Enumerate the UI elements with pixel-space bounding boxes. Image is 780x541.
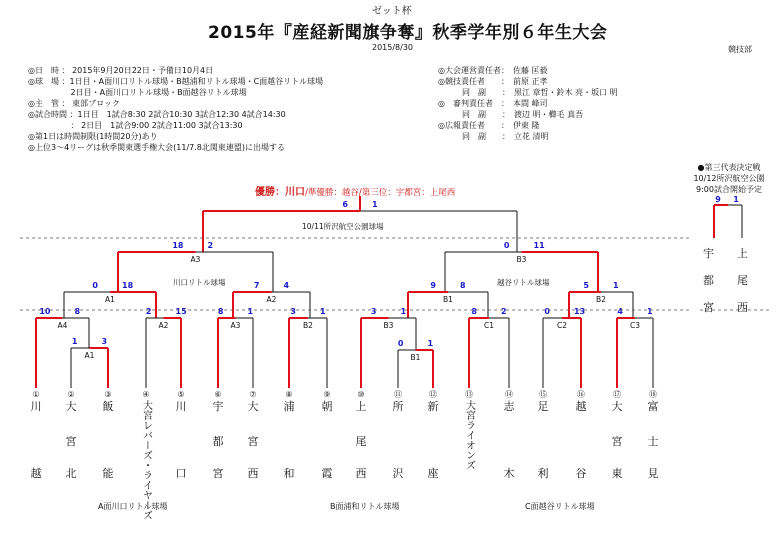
- final-venue-label: 10/11所沢航空公園球場: [302, 222, 384, 231]
- results-rest: /準優勝：越谷/第三位：宇都宮：上尾西: [305, 188, 456, 198]
- info-line: ◎球 場 ：1日目・A面川口リトル球場・B越浦和リトル球場・C面越谷リトル球場: [28, 77, 324, 86]
- third-title: ●第三代表決定戦: [697, 163, 761, 172]
- game-label: B3: [383, 321, 394, 330]
- venue-a: A面川口リトル球場: [98, 502, 168, 511]
- info-line: ◎上位3～4リーグは秋季関東選手権大会(11/7.8北関東連盟)に出場する: [28, 143, 285, 152]
- team-name-mid: 都: [212, 435, 224, 448]
- game-label: A2: [266, 295, 277, 304]
- score-right: 2: [207, 241, 214, 250]
- game-label: A4: [57, 321, 68, 330]
- team-name-top: 川: [175, 400, 187, 413]
- team-name-bot: 西: [355, 467, 367, 480]
- team-name-bot: 口: [175, 467, 187, 480]
- team-name-top: 宇: [212, 400, 224, 413]
- score-right: 4: [283, 281, 290, 290]
- team-8: [282, 388, 296, 480]
- game-label: B2: [303, 321, 313, 330]
- info-line: ◎大会運営責任者： 佐藤 匡毅: [438, 66, 548, 75]
- score-left: 0: [92, 281, 98, 290]
- team-seed: ⑭: [505, 390, 513, 399]
- team-name-top: 川: [30, 400, 42, 413]
- game-label: A3: [230, 321, 241, 330]
- info-line: ◎広報責任者 ： 伊東 隆: [438, 121, 540, 130]
- score-right: 8: [460, 281, 466, 290]
- team-name-bot: 北: [65, 467, 77, 480]
- team-5: [174, 388, 188, 480]
- team-seed: ⑥: [214, 390, 222, 399]
- third-left-char: 都: [703, 274, 714, 287]
- info-line: 同 副 ： 渡辺 明・櫛毛 真吾: [438, 110, 584, 119]
- score-left: 2: [145, 307, 152, 316]
- winner-team: 川口: [285, 187, 305, 198]
- team-seed: ④: [142, 390, 150, 399]
- game-label: B3: [516, 255, 527, 264]
- score-left: 18: [172, 241, 184, 250]
- team-name-top: 大宮ライオンズ: [463, 400, 475, 470]
- info-line: ◎日 時 ： 2015年9月20日22日・予備日10月4日: [28, 66, 214, 75]
- page-title: 2015年『産経新聞旗争奪』秋季学年別６年生大会: [208, 23, 608, 43]
- team-3: [101, 388, 115, 480]
- team-name-mid: 宮: [65, 435, 77, 448]
- score-left: 0: [544, 307, 550, 316]
- bracket-labels: [39, 195, 739, 362]
- score-right: 1: [427, 339, 434, 348]
- info-line: ◎第1日は時間制限(1時間20分)あり: [28, 132, 158, 141]
- team-18: [646, 388, 660, 480]
- team-name-bot: 能: [102, 467, 114, 480]
- score-left: 9: [430, 281, 436, 290]
- venue-c: C面越谷リトル球場: [525, 502, 595, 511]
- score-right: 15: [175, 307, 187, 316]
- third-score-right: 1: [733, 195, 739, 204]
- team-name-top: 越: [575, 400, 587, 413]
- team-name-top: 富: [647, 400, 659, 413]
- field-label-a: 川口リトル球場: [173, 278, 226, 287]
- game-label: A2: [158, 321, 169, 330]
- third-right-team: [737, 240, 748, 321]
- score-right: 1: [613, 281, 619, 290]
- team-seed: ⑫: [429, 390, 437, 399]
- team-13: [462, 388, 476, 470]
- score-right: 2: [501, 307, 507, 316]
- score-left: 3: [370, 307, 377, 316]
- team-name-bot: 沢: [392, 467, 404, 480]
- third-right-char: 西: [737, 301, 748, 314]
- team-15: [536, 388, 550, 480]
- team-2: [64, 388, 78, 480]
- score-left: 1: [71, 337, 78, 346]
- team-seed: ⑪: [394, 390, 402, 399]
- winner-label: 優勝：: [255, 187, 285, 198]
- third-left-char: 宮: [703, 301, 714, 314]
- dept-label: 競技部: [728, 45, 752, 54]
- third-left-char: 宇: [703, 247, 714, 260]
- team-seed: ⑤: [177, 390, 185, 399]
- team-14: [502, 388, 516, 480]
- score-right: 1: [372, 200, 378, 209]
- game-label: B1: [410, 353, 421, 362]
- team-name-bot: 西: [247, 467, 259, 480]
- team-name-top: 足: [537, 400, 549, 413]
- info-line: ◎競技責任者 ： 前原 正孝: [438, 77, 548, 86]
- score-right: 1: [320, 307, 326, 316]
- team-seed: ⑬: [465, 390, 473, 399]
- score-left: 6: [342, 200, 348, 209]
- game-label: A1: [105, 295, 115, 304]
- team-name-top: 浦: [283, 400, 295, 413]
- info-line: ： 2日目 1試合9:00 2試合11:00 3試合13:30: [28, 121, 243, 130]
- team-name-bot: 谷: [575, 467, 587, 480]
- team-12: [426, 388, 440, 480]
- score-left: 7: [253, 281, 260, 290]
- team-seed: ⑦: [249, 390, 257, 399]
- score-left: 4: [617, 307, 623, 316]
- team-16: [574, 388, 588, 480]
- score-right: 18: [122, 281, 134, 290]
- team-name-bot: 宮: [212, 467, 224, 480]
- score-left: 8: [471, 307, 477, 316]
- team-name-top: 新: [427, 400, 439, 413]
- score-right: 11: [533, 241, 545, 250]
- team-name-bot: 和: [283, 467, 295, 480]
- info-line: ◎主 管 ： 東部ブロック: [28, 99, 120, 108]
- team-name-bot: 座: [427, 467, 439, 480]
- team-name-bot: 東: [611, 467, 623, 480]
- third-left-team: [703, 240, 714, 321]
- third-time: 9:00試合開始予定: [696, 185, 762, 194]
- team-name-top: 大宮レバーズ・ライヤーズ: [140, 400, 152, 520]
- team-6: [211, 388, 225, 480]
- team-name-bot: 木: [503, 467, 515, 480]
- info-line: 同 副 ： 黒江 章哲・鈴木 亮・坂口 明: [438, 88, 618, 97]
- score-left: 0: [397, 339, 404, 348]
- third-venue: 10/12所沢航空公園: [693, 174, 765, 183]
- game-label: C2: [556, 321, 568, 330]
- team-17: [610, 388, 624, 480]
- team-name-top: 朝: [321, 400, 333, 413]
- team-seed: ⑱: [649, 390, 657, 399]
- venue-b: B面浦和リトル球場: [330, 502, 400, 511]
- team-9: [320, 388, 334, 480]
- info-line: 同 副 ： 立花 清明: [438, 132, 549, 141]
- team-name-top: 大: [65, 400, 77, 413]
- team-11: [391, 388, 405, 480]
- score-right: 1: [247, 307, 254, 316]
- game-label: A3: [190, 255, 201, 264]
- score-right: 3: [101, 337, 108, 346]
- team-name-mid: 士: [647, 435, 659, 448]
- info-line: 2日目・A面川口リトル球場・B面越谷リトル球場: [28, 88, 247, 97]
- game-label: C1: [483, 321, 495, 330]
- team-seed: ⑧: [285, 390, 293, 399]
- team-name-bot: 利: [537, 467, 549, 480]
- team-name-mid: 尾: [355, 435, 367, 448]
- third-right-char: 上: [737, 247, 748, 260]
- team-seed: ⑨: [323, 390, 331, 399]
- score-right: 8: [74, 307, 81, 316]
- team-seed: ①: [32, 390, 40, 399]
- team-seed: ③: [104, 390, 112, 399]
- score-left: 0: [503, 241, 510, 250]
- bracket-lines: [36, 196, 742, 388]
- cup-label: ゼット杯: [372, 6, 412, 17]
- team-seed: ②: [67, 390, 75, 399]
- team-1: [29, 388, 43, 480]
- team-seed: ⑮: [539, 390, 547, 399]
- doc-date: 2015/8/30: [372, 43, 414, 52]
- third-score-left: 9: [715, 195, 721, 204]
- team-7: [246, 388, 260, 480]
- team-seed: ⑯: [577, 390, 585, 399]
- team-name-top: 所: [392, 400, 404, 413]
- info-line: ◎試合時間 ：1日目 1試合8:30 2試合10:30 3試合12:30 4試合14:30: [28, 110, 286, 119]
- team-name-bot: 霞: [321, 467, 333, 480]
- team-name-top: 大: [611, 400, 623, 413]
- game-label: A1: [84, 351, 95, 360]
- score-left: 3: [290, 307, 296, 316]
- score-left: 10: [39, 307, 51, 316]
- team-name-bot: 越: [30, 467, 42, 480]
- team-10: [354, 388, 368, 480]
- team-name-mid: 宮: [247, 435, 259, 448]
- game-label: B2: [596, 295, 606, 304]
- team-seed: ⑩: [357, 390, 365, 399]
- team-seed: ⑰: [613, 390, 621, 399]
- team-name-top: 飯: [102, 400, 114, 413]
- score-right: 13: [574, 307, 586, 316]
- game-label: C3: [629, 321, 641, 330]
- third-right-char: 尾: [737, 274, 748, 287]
- score-right: 1: [647, 307, 653, 316]
- score-right: 1: [400, 307, 407, 316]
- team-name-top: 志: [503, 400, 515, 413]
- team-name-mid: 宮: [611, 435, 623, 448]
- team-name-top: 大: [247, 400, 259, 413]
- team-name-top: 上: [355, 400, 367, 413]
- score-left: 5: [583, 281, 589, 290]
- game-label: B1: [443, 295, 453, 304]
- field-label-c: 越谷リトル球場: [497, 278, 550, 287]
- team-name-bot: 見: [647, 467, 659, 480]
- score-left: 8: [217, 307, 224, 316]
- info-line: ◎ 審判責任者 ： 本間 峰司: [438, 99, 548, 108]
